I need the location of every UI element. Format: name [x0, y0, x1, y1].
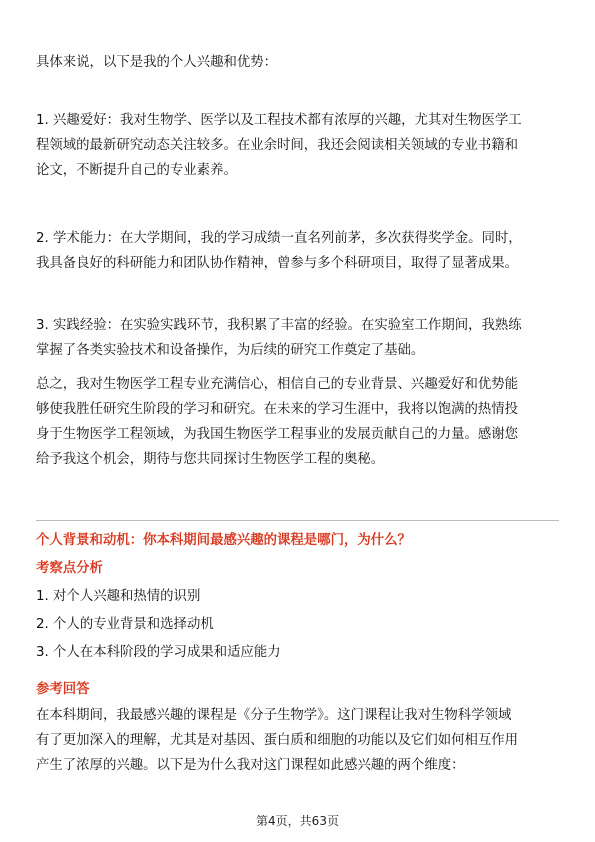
analysis-heading: 考察点分析: [36, 561, 103, 576]
list-item: 1. 对个人兴趣和热情的识别: [36, 589, 201, 604]
academic-paragraph: 2. 学术能力：在大学期间，我的学习成绩一直名列前茅，多次获得奖学金。同时， 我具备良好的科研能力和团队协作精神，曾参与多个科研项目，取得了显著成果。: [36, 231, 522, 271]
list-item: 2. 个人的专业背景和选择动机: [36, 617, 214, 632]
answer-paragraph: 在本科期间，我最感兴趣的课程是《分子生物学》。这门课程让我对生物科学领域 有了更加深入的理解，尤其是对基因、蛋白质和细胞的功能以及它们如何相互作用 产生了浓厚的兴趣。以下是为什么我对这门课程如此感兴趣的两个维度：: [36, 708, 519, 773]
answer-heading: 参考回答: [36, 682, 90, 697]
page-number: 第4页，共63页: [256, 814, 339, 828]
intro-paragraph: 具体来说，以下是我的个人兴趣和优势：: [36, 55, 278, 70]
analysis-list: [36, 584, 562, 668]
question-heading: 个人背景和动机：你本科期间最感兴趣的课程是哪门，为什么？: [36, 533, 411, 548]
section-divider: [36, 520, 559, 521]
conclusion-paragraph: 总之，我对生物医学工程专业充满信心，相信自己的专业背景、兴趣爱好和优势能 够使我胜任研究生阶段的学习和研究。在未来的学习生涯中，我将以饱满的热情投 身于生物医学工程领域，为我国生物医学工程事业的发展贡献自己的力量。感谢您 给予我这个机会，期待与您共同探讨生物医学工程的奥秘。: [36, 377, 519, 467]
practice-paragraph: 3. 实践经验：在实验实践环节，我积累了丰富的经验。在实验室工作期间，我熟练 掌握了各类实验技术和设备操作，为后续的研究工作奠定了基础。: [36, 318, 522, 358]
interest-paragraph: 1. 兴趣爱好：我对生物学、医学以及工程技术都有浓厚的兴趣，尤其对生物医学工 程领域的最新研究动态关注较多。在业余时间，我还会阅读相关领域的专业书籍和 论文，不断提升自己的专业素养。: [36, 113, 522, 178]
list-item: 3. 个人在本科阶段的学习成果和适应能力: [36, 645, 281, 660]
